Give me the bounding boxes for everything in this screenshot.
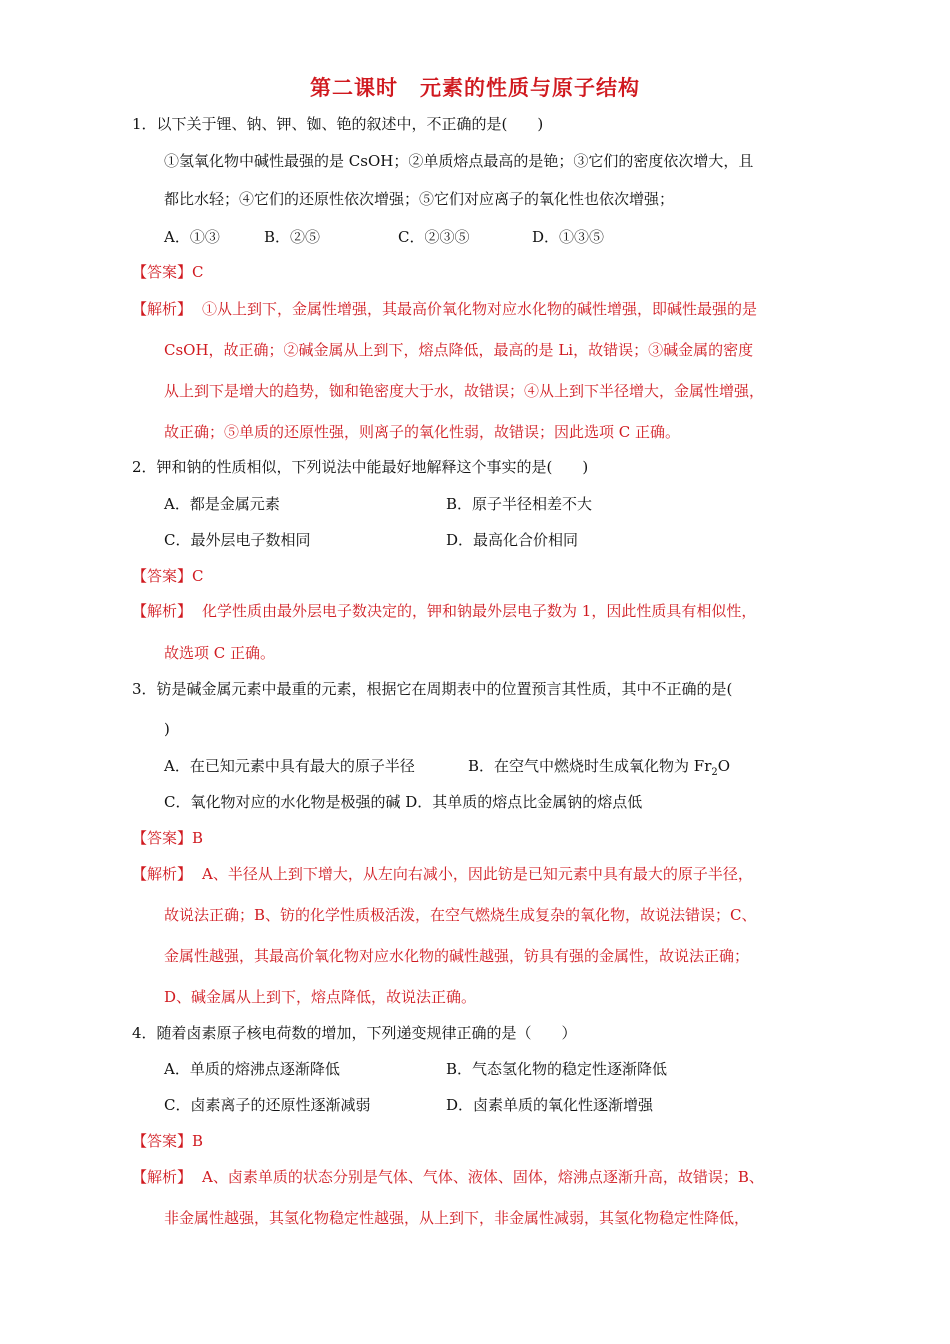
question-3-stem: 3．钫是碱金属元素中最重的元素，根据它在周期表中的位置预言其性质，其中不正确的是( (132, 680, 733, 698)
question-2-explanation-line-2: 故选项 C 正确。 (164, 644, 276, 662)
answer-value: C (192, 567, 204, 585)
question-4-answer (132, 1130, 203, 1152)
question-1-statement-line-1: ①氢氧化物中碱性最强的是 CsOH；②单质熔点最高的是铯；③它们的密度依次增大，且 (164, 152, 754, 170)
answer-label: 【答案】 (132, 829, 193, 847)
question-1-option-d: D．①③⑤ (532, 228, 605, 246)
question-1-explanation-line-1: ①从上到下，金属性增强，其最高价氧化物对应水化物的碱性增强，即碱性最强的是 (202, 300, 758, 318)
question-2-answer (132, 565, 204, 587)
question-4-explanation-label: 【解析】 (132, 1168, 193, 1186)
question-2-option-d: D．最高化合价相同 (446, 531, 579, 549)
question-3-options-c-d: C．氧化物对应的水化物是极强的碱 D．其单质的熔点比金属钠的熔点低 (164, 793, 643, 811)
answer-label: 【答案】 (132, 1132, 193, 1150)
question-3-option-a: A．在已知元素中具有最大的原子半径 (164, 757, 415, 775)
answer-value: B (192, 829, 204, 847)
question-1-stem: 1．以下关于锂、钠、钾、铷、铯的叙述中，不正确的是( ) (132, 115, 544, 133)
question-3-stem-continued: ) (164, 720, 170, 738)
question-3-answer (132, 827, 203, 849)
question-1-statement-line-2: 都比水轻；④它们的还原性依次增强；⑤它们对应离子的氧化性也依次增强； (164, 190, 675, 208)
question-3-explanation-line-1: A、半径从上到下增大，从左向右减小，因此钫是已知元素中具有最大的原子半径， (202, 865, 753, 883)
question-1-explanation-line-4: 故正确；⑤单质的还原性强，则离子的氧化性弱，故错误；因此选项 C 正确。 (164, 423, 681, 441)
question-4-explanation-line-2: 非金属性越强，其氢化物稳定性越强，从上到下，非金属性减弱，其氢化物稳定性降低， (164, 1209, 750, 1227)
question-3-explanation-line-3: 金属性越强，其最高价氧化物对应水化物的碱性越强，钫具有强的金属性，故说法正确； (164, 947, 750, 965)
answer-label: 【答案】 (132, 263, 193, 281)
question-1-explanation-label: 【解析】 (132, 300, 193, 318)
question-2-option-b: B．原子半径相差不大 (446, 495, 593, 513)
question-3-explanation-line-2: 故说法正确；B、钫的化学性质极活泼，在空气燃烧生成复杂的氧化物，故说法错误；C、 (164, 906, 757, 924)
question-2-stem: 2．钾和钠的性质相似，下列说法中能最好地解释这个事实的是( ) (132, 458, 589, 476)
question-4-option-c: C．卤素离子的还原性逐渐减弱 (164, 1096, 371, 1114)
question-4-stem: 4．随着卤素原子核电荷数的增加，下列递变规律正确的是（ ） (132, 1024, 577, 1042)
question-3-option-b: B．在空气中燃烧时生成氧化物为 $Fr_2O$ (468, 757, 731, 778)
question-4-option-a: A．单质的熔沸点逐渐降低 (164, 1060, 340, 1078)
question-2-option-a: A．都是金属元素 (164, 495, 280, 513)
question-1-answer (132, 261, 204, 283)
question-1-option-a: A．①③ (164, 228, 220, 246)
answer-value: B (192, 1132, 204, 1150)
question-2-option-c: C．最外层电子数相同 (164, 531, 311, 549)
question-1-explanation-line-2: CsOH，故正确；②碱金属从上到下，熔点降低，最高的是 Li，故错误；③碱金属的密度 (164, 341, 754, 359)
question-3-explanation-line-4: D、碱金属从上到下，熔点降低，故说法正确。 (164, 988, 477, 1006)
answer-value: C (192, 263, 204, 281)
question-1-option-c: C．②③⑤ (398, 228, 470, 246)
question-4-option-d: D．卤素单质的氧化性逐渐增强 (446, 1096, 654, 1114)
question-4-explanation-line-1: A、卤素单质的状态分别是气体、气体、液体、固体，熔沸点逐渐升高，故错误；B、 (202, 1168, 764, 1186)
question-1-option-b: B．②⑤ (264, 228, 321, 246)
page-title: 第二课时 元素的性质与原子结构 (310, 76, 640, 100)
question-2-explanation-line-1: 化学性质由最外层电子数决定的，钾和钠最外层电子数为 1，因此性质具有相似性， (202, 602, 757, 620)
answer-label: 【答案】 (132, 567, 193, 585)
question-1-explanation-line-3: 从上到下是增大的趋势，铷和铯密度大于水，故错误；④从上到下半径增大，金属性增强， (164, 382, 765, 400)
question-4-option-b: B．气态氢化物的稳定性逐渐降低 (446, 1060, 668, 1078)
question-3-explanation-label: 【解析】 (132, 865, 193, 883)
question-2-explanation-label: 【解析】 (132, 602, 193, 620)
